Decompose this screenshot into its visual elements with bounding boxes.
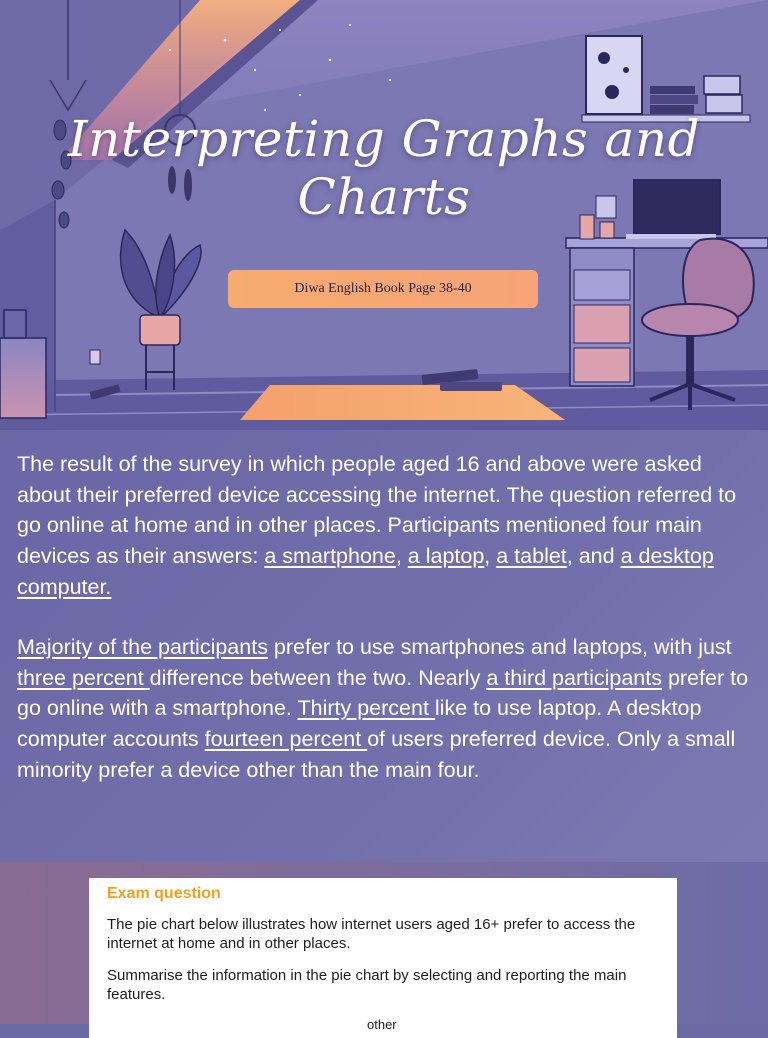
rug: [240, 385, 565, 420]
underlined-phrase: a tablet: [496, 544, 567, 569]
subtitle-badge: [228, 270, 538, 308]
paragraph-text: like to use laptop. A desktop computer accounts: [17, 696, 702, 752]
subtitle-text: Diwa English Book Page 38-40: [294, 281, 472, 296]
underlined-phrase: a desktop computer.: [17, 544, 714, 599]
body-section: [0, 430, 768, 870]
paragraph-text: prefer to use smartphones and laptops, with just: [267, 635, 732, 659]
exam-question-card: [89, 878, 677, 1038]
survey-paragraph: [17, 449, 757, 603]
exam-instruction: The pie chart below illustrates how internet users aged 16+ prefer to access the internet at home and in other places.: [107, 916, 636, 952]
paragraph-text: difference between the two. Nearly: [149, 665, 487, 690]
paragraph-text: ,: [484, 544, 497, 569]
underlined-phrase: fourteen percent: [204, 727, 368, 752]
underlined-phrase: a laptop: [407, 544, 485, 569]
paragraph-text: The result of the survey in which people aged 16 and above were asked about their preferred device accessing the internet. The question referred to go online at home and in other places. Participants mentioned four main devices as their answers:: [17, 452, 737, 569]
exam-task: Summarise the information in the pie chart by selecting and reporting the main features.: [107, 967, 627, 1003]
paragraph-text: prefer to go online with a smartphone.: [17, 665, 749, 721]
pie-chart-label: other: [367, 1017, 397, 1032]
underlined-phrase: a smartphone: [264, 544, 396, 569]
page-title: Interpreting Graphs and Charts: [67, 110, 701, 226]
underlined-phrase: a third participants: [486, 665, 662, 690]
findings-paragraph: [17, 632, 757, 786]
exam-heading: Exam question: [107, 885, 221, 902]
paragraph-text: ,: [395, 544, 408, 569]
paragraph-text: , and: [566, 544, 621, 569]
hero-illustration: [0, 0, 768, 430]
underlined-phrase: three percent: [17, 665, 150, 690]
underlined-phrase: Majority of the participants: [17, 635, 268, 659]
underlined-phrase: Thirty percent: [297, 696, 435, 721]
paragraph-text: of users preferred device. Only a small minority prefer a device other than the main four.: [17, 727, 736, 782]
